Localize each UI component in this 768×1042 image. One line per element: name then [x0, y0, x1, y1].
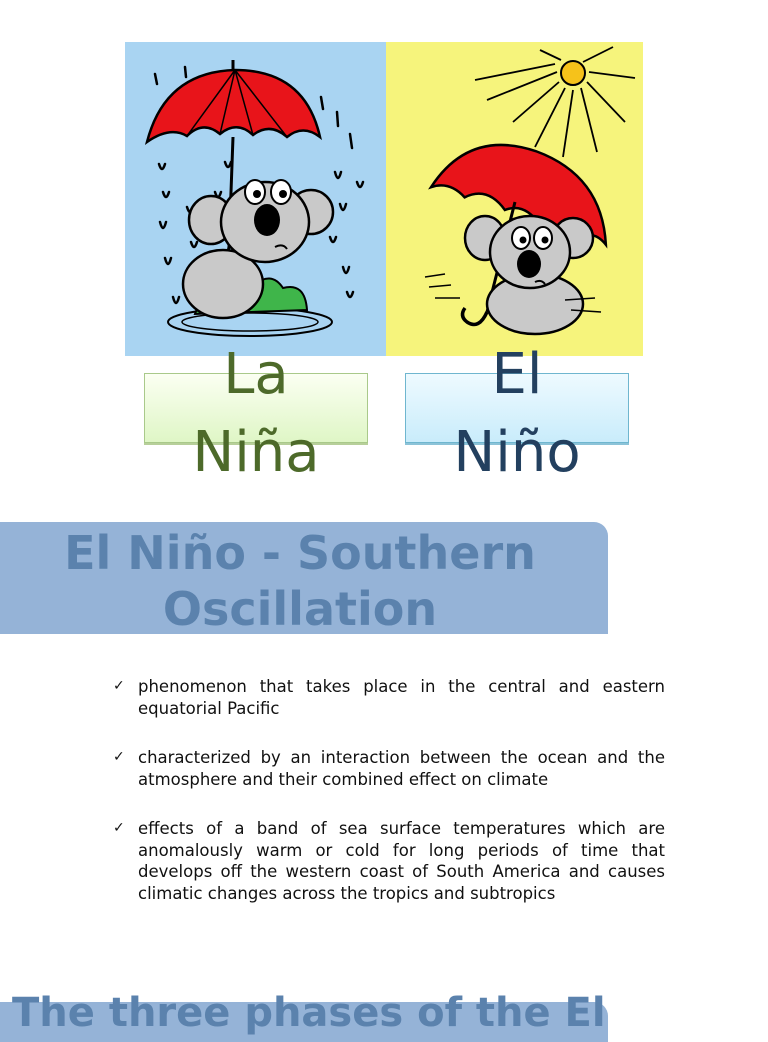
bullet-list [113, 676, 665, 932]
list-item [113, 818, 665, 904]
list-item [113, 747, 665, 790]
next-section-title: The three phases of the El [12, 990, 606, 1036]
koala-illustration [125, 42, 643, 356]
checkmark-icon: ✓ [113, 820, 125, 836]
la-nina-label: La Niña [192, 342, 320, 485]
bullet-text: phenomenon that takes place in the central and eastern equatorial Pacific [138, 677, 665, 718]
bullet-text: characterized by an interaction between the ocean and the atmosphere and their combined effect on climate [138, 748, 665, 789]
bullet-text: effects of a band of sea surface temperatures which are anomalously warm or cold for long periods of time that develops off the western coast of South America and causes climatic changes across the tropics and subtropics [138, 819, 665, 903]
checkmark-icon: ✓ [113, 678, 125, 694]
checkmark-icon: ✓ [113, 749, 125, 765]
section-title: El Niño - Southern Oscillation [64, 526, 536, 636]
list-item [113, 676, 665, 719]
el-nino-label: El Niño [453, 342, 581, 485]
